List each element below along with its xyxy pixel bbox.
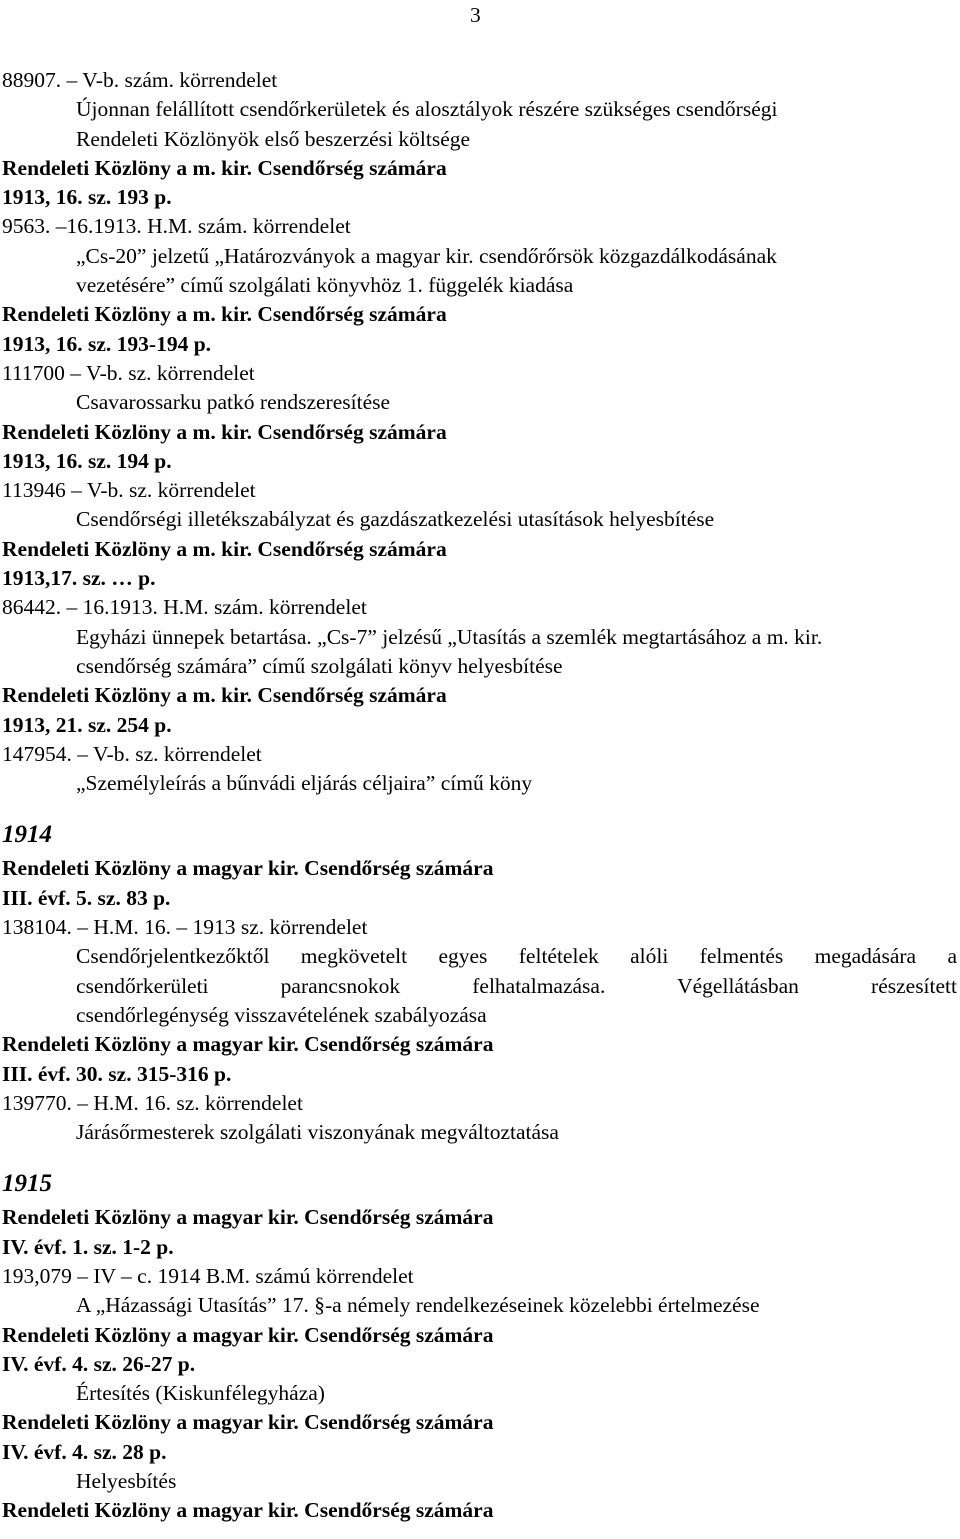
entry-title: „Cs-20” jelzetű „Határozványok a magyar kir. csendőrőrsök közgazdálkodásának <box>76 243 777 268</box>
entry-reference: 113946 – V-b. sz. körrendelet <box>2 478 256 503</box>
entry-title: csendőrlegénység visszavételének szabályozása <box>76 1002 487 1027</box>
publication-issue: IV. évf. 4. sz. 26-27 p. <box>2 1351 196 1376</box>
publication-name: Rendeleti Közlöny a m. kir. Csendőrség számára <box>2 683 447 708</box>
entry-reference: 111700 – V-b. sz. körrendelet <box>2 360 255 385</box>
publication-issue: IV. évf. 1. sz. 1-2 p. <box>2 1234 174 1259</box>
publication-name: Rendeleti Közlöny a magyar kir. Csendőrség számára <box>2 1032 494 1057</box>
entry-reference: 139770. – H.M. 16. sz. körrendelet <box>2 1090 303 1115</box>
entry-title: Csendőrségi illetékszabályzat és gazdászatkezelési utasítások helyesbítése <box>76 507 715 532</box>
entry-title: Újonnan felállított csendőrkerületek és alosztályok részére szükséges csendőrségi <box>76 97 778 122</box>
entry-reference: 88907. – V-b. szám. körrendelet <box>2 68 278 92</box>
publication-name: Rendeleti Közlöny a m. kir. Csendőrség számára <box>2 155 447 180</box>
year-heading-1915: 1915 <box>2 1170 52 1198</box>
entry-reference: 86442. – 16.1913. H.M. szám. körrendelet <box>2 595 367 620</box>
publication-issue: IV. évf. 4. sz. 28 p. <box>2 1439 167 1464</box>
entry-title: Értesítés (Kiskunfélegyháza) <box>76 1381 325 1406</box>
entry-title: csendőrkerületi parancsnokok felhatalmazása. Végellátásban részesített <box>76 973 957 998</box>
publication-name: Rendeleti Közlöny a magyar kir. Csendőrség számára <box>2 856 494 881</box>
entry-title: „Személyleírás a bűnvádi eljárás céljaira” című köny <box>76 771 533 796</box>
publication-name: Rendeleti Közlöny a magyar kir. Csendőrség számára <box>2 1498 494 1523</box>
entry-title: A „Házassági Utasítás” 17. §-a némely rendelkezéseinek közelebbi értelmezése <box>76 1293 760 1318</box>
publication-name: Rendeleti Közlöny a magyar kir. Csendőrség számára <box>2 1410 494 1435</box>
publication-issue: 1913, 16. sz. 193-194 p. <box>2 331 212 356</box>
entry-reference: 193,079 – IV – c. 1914 B.M. számú körrendelet <box>2 1263 414 1288</box>
document-body <box>2 66 957 1526</box>
publication-issue: 1913, 21. sz. 254 p. <box>2 712 172 737</box>
publication-name: Rendeleti Közlöny a magyar kir. Csendőrség számára <box>2 1205 494 1230</box>
publication-name: Rendeleti Közlöny a m. kir. Csendőrség számára <box>2 536 447 561</box>
entry-title: vezetésére” című szolgálati könyvhöz 1. függelék kiadása <box>76 273 574 298</box>
publication-issue: 1913,17. sz. … p. <box>2 566 156 591</box>
publication-name: Rendeleti Közlöny a m. kir. Csendőrség számára <box>2 419 447 444</box>
entry-title: Helyesbítés <box>76 1469 177 1494</box>
entry-title: Csendőrjelentkezőktől megkövetelt egyes feltételek alóli felmentés megadására a <box>76 944 957 969</box>
page-number: 3 <box>470 3 481 27</box>
entry-title: Egyházi ünnepek betartása. „Cs-7” jelzésű „Utasítás a szemlék megtartásához a m. kir. <box>76 624 823 649</box>
entry-title: Rendeleti Közlönyök első beszerzési költsége <box>76 126 471 151</box>
entry-title: csendőrség számára” című szolgálati könyv helyesbítése <box>76 653 563 678</box>
year-heading-1914: 1914 <box>2 821 52 849</box>
publication-issue: 1913, 16. sz. 194 p. <box>2 448 172 473</box>
publication-issue: 1913, 16. sz. 193 p. <box>2 185 172 210</box>
entry-reference: 147954. – V-b. sz. körrendelet <box>2 741 262 766</box>
entry-reference: 9563. –16.1913. H.M. szám. körrendelet <box>2 214 351 239</box>
entry-title: Csavarossarku patkó rendszeresítése <box>76 390 391 415</box>
entry-reference: 138104. – H.M. 16. – 1913 sz. körrendelet <box>2 915 368 940</box>
publication-issue: III. évf. 5. sz. 83 p. <box>2 885 171 910</box>
publication-name: Rendeleti Közlöny a magyar kir. Csendőrség számára <box>2 1322 494 1347</box>
publication-name: Rendeleti Közlöny a m. kir. Csendőrség számára <box>2 302 447 327</box>
publication-issue: III. évf. 30. sz. 315-316 p. <box>2 1061 232 1086</box>
entry-title: Járásőrmesterek szolgálati viszonyának megváltoztatása <box>76 1120 559 1145</box>
